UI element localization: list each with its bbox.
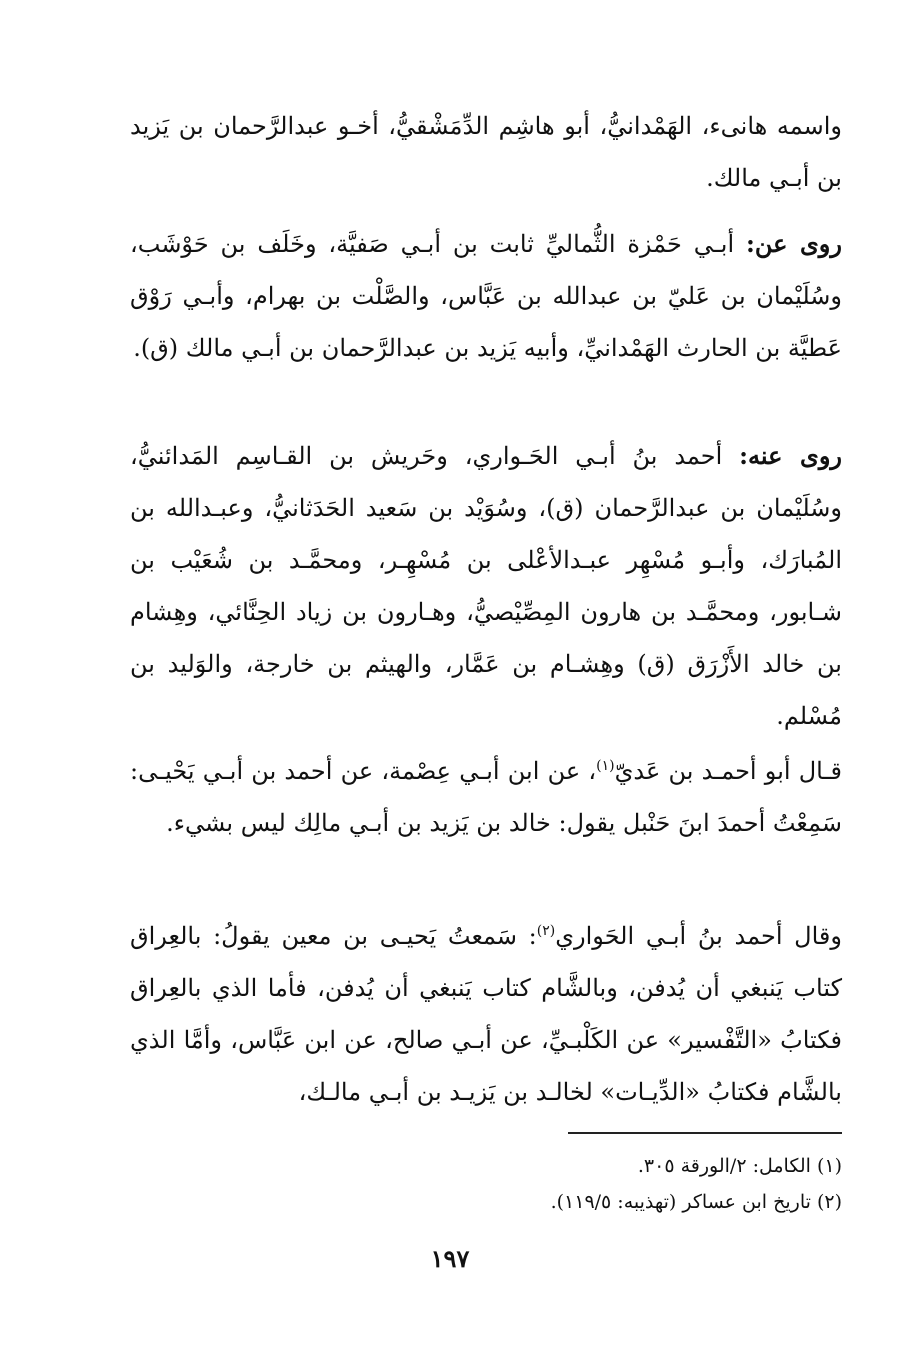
footnote-reference: (٢)	[536, 923, 556, 939]
paragraph-ibn-abi-alhawari-quote	[130, 910, 842, 1118]
paragraph-text: : سَمعتُ يَحيـى بن معين يقولُ: بالعِراق كتاب يَنبغي أن يُدفن، وبالشَّام كتاب يَنبغي أن يُدفن، فأما الذي بالعِراق فكتابُ «التَّفْسير» عن الكَلْبـيِّ، عن أبـي صالح، عن ابن عَبَّاس، وأمَّا الذي بالشَّام فكتابُ «الدِّيـات» لخالـد بن يَزيـد بن أبـي مالـك،	[130, 922, 842, 1106]
section-heading-narrated-from: روى عن:	[745, 229, 842, 258]
paragraph-text: أحمد بنُ أبـي الحَـواري، وحَريش بن القـاسِم المَدائنيُّ، وسُلَيْمان بن عبدالرَّحمان (ق)، وسُوَيْد بن سَعيد الحَدَثانيُّ، وعبـدالله بن المُبارَك، وأبـو مُسْهِر عبـدالأعْلى بن مُسْهِـر، ومحمَّـد بن شُعَيْب بن شـابور، ومحمَّـد بن هارون المِصِّيْصيُّ، وهـارون بن زياد الحِنَّائي، وهِشام بن خالد الأَزْرَق (ق) وهِشـام بن عَمَّار، والهيثم بن خارجة، والوَليد بن مُسْلم.	[130, 442, 842, 730]
paragraph-text: ، عن ابن أبـي عِصْمة، عن أحمد بن أبـي يَحْيـى: سَمِعْتُ أحمدَ ابنَ حَنْبل يقول: خالد بن يَزيد بن أبـي مالِك ليس بشيء.	[130, 757, 842, 837]
footnotes	[300, 1148, 842, 1220]
footnote-item: (٢) تاريخ ابن عساكر (تهذيبه: ١١٩/٥).	[550, 1191, 842, 1213]
paragraph-name-continuation	[130, 100, 842, 204]
paragraph-text: واسمه هانىء، الهَمْدانيُّ، أبو هاشِم الدِّمَشْقيُّ، أخـو عبدالرَّحمان بن يَزيد بن أبـي مالك.	[130, 112, 842, 192]
paragraph-text: أبـي حَمْزة الثُّماليِّ ثابت بن أبـي صَفيَّة، وخَلَف بن حَوْشَب، وسُلَيْمان بن عَليّ بن عبدالله بن عَبَّاس، والصَّلْت بن بهرام، وأبـي رَوْق عَطيَّة بن الحارث الهَمْدانيِّ، وأبيه يَزيد بن عبدالرَّحمان بن أبـي مالك (ق).	[130, 230, 842, 362]
paragraph-ibn-adi-quote	[130, 745, 842, 849]
footnote-reference: (١)	[596, 758, 615, 774]
footnote-divider	[568, 1132, 842, 1134]
paragraph-text: قـال أبو أحمـد بن عَديّ	[614, 757, 842, 785]
paragraph-text: وقال أحمد بنُ أبـي الحَواري	[555, 922, 842, 950]
paragraph-narrated-by	[130, 430, 842, 742]
footnote-item: (١) الكامل: ٢/الورقة ٣٠٥.	[637, 1155, 842, 1177]
section-heading-narrated-by: روى عنه:	[739, 441, 843, 470]
page-number: ١٩٧	[430, 1244, 470, 1273]
paragraph-narrated-from	[130, 218, 842, 374]
